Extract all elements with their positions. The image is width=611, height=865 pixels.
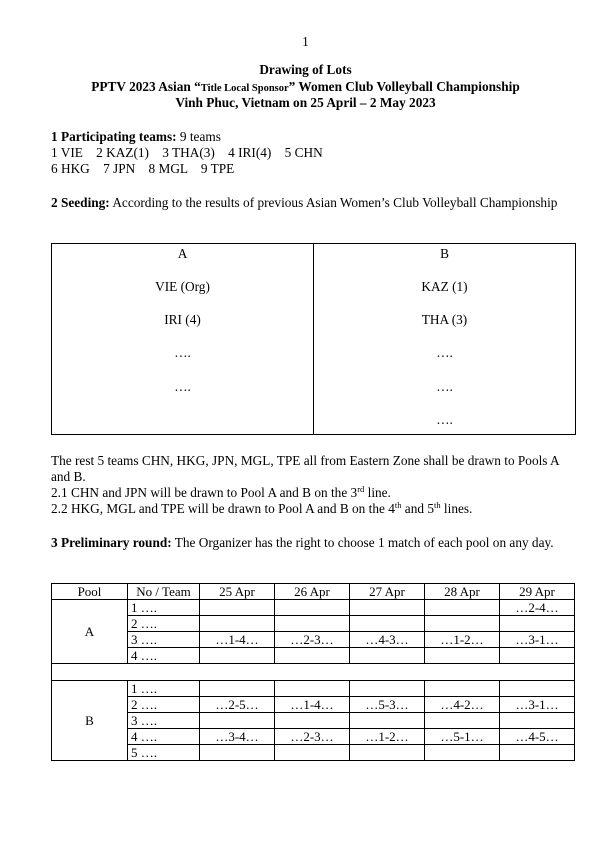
seeding-cell: …. <box>436 379 453 394</box>
teams-row-2: 6 HKG 7 JPN 8 MGL 9 TPE <box>51 161 235 176</box>
match-cell <box>200 713 275 729</box>
match-cell <box>200 745 275 761</box>
table-row <box>52 632 575 648</box>
seeding-header-a: A <box>177 246 188 261</box>
match-cell: …1-4… <box>200 632 275 648</box>
seeding-cell: …. <box>436 345 453 360</box>
schedule-table <box>51 583 575 761</box>
pool-separator-row <box>52 664 575 681</box>
match-cell <box>275 616 350 632</box>
seeding-cell: KAZ (1) <box>421 279 468 294</box>
seeding-cell: VIE (Org) <box>155 279 210 294</box>
match-cell <box>500 713 575 729</box>
page-number: 1 <box>302 34 309 49</box>
section1-heading: 1 Participating teams: <box>51 129 177 144</box>
match-cell <box>350 713 425 729</box>
match-cell <box>425 600 500 616</box>
match-cell <box>350 681 425 697</box>
match-cell: …3-1… <box>500 697 575 713</box>
table-row <box>52 729 575 745</box>
match-cell <box>350 648 425 664</box>
header-no-team: No / Team <box>128 584 200 600</box>
table-row <box>52 648 575 664</box>
match-cell <box>200 616 275 632</box>
header-date: 28 Apr <box>425 584 500 600</box>
match-cell: …1-2… <box>425 632 500 648</box>
match-cell <box>500 616 575 632</box>
seeding-cell: THA (3) <box>421 312 468 327</box>
separator-cell <box>52 664 575 681</box>
table-row <box>52 745 575 761</box>
section3-heading: 3 Preliminary round: <box>51 535 172 550</box>
table-row <box>52 616 575 632</box>
match-cell: …1-2… <box>350 729 425 745</box>
section2-heading: 2 Seeding: <box>51 195 110 210</box>
match-cell: …2-5… <box>200 697 275 713</box>
seeding-cell: …. <box>436 412 453 427</box>
match-cell: …4-2… <box>425 697 500 713</box>
seeding-pool-b <box>314 244 575 434</box>
preliminary-paragraph: 3 Preliminary round: The Organizer has the right to choose 1 match of each pool on any day. <box>51 535 554 550</box>
match-cell <box>275 713 350 729</box>
match-cell: …2-3… <box>275 632 350 648</box>
table-row <box>52 600 575 616</box>
header-date: 29 Apr <box>500 584 575 600</box>
match-cell <box>275 681 350 697</box>
match-cell: …3-1… <box>500 632 575 648</box>
table-row <box>52 713 575 729</box>
seeding-paragraph: 2 Seeding: According to the results of previous Asian Women’s Club Volleyball Championship <box>51 195 558 210</box>
team-slot: 2 …. <box>128 616 200 632</box>
document-title: Drawing of Lots <box>259 62 352 77</box>
match-cell: …4-5… <box>500 729 575 745</box>
match-cell <box>500 745 575 761</box>
match-cell: …5-1… <box>425 729 500 745</box>
match-cell <box>200 681 275 697</box>
match-cell <box>350 600 425 616</box>
match-cell <box>350 616 425 632</box>
match-cell: …2-4… <box>500 600 575 616</box>
match-cell <box>200 648 275 664</box>
table-row <box>52 681 575 697</box>
header-date: 26 Apr <box>275 584 350 600</box>
draw-note-1: 2.1 CHN and JPN will be drawn to Pool A and B on the 3rd line. <box>51 484 391 500</box>
team-slot: 5 …. <box>128 745 200 761</box>
header-date: 27 Apr <box>350 584 425 600</box>
teams-row-1: 1 VIE 2 KAZ(1) 3 THA(3) 4 IRI(4) 5 CHN <box>51 145 323 160</box>
championship-title: PPTV 2023 Asian “Title Local Sponsor” Women Club Volleyball Championship <box>91 79 520 94</box>
match-cell: …3-4… <box>200 729 275 745</box>
match-cell <box>500 648 575 664</box>
seeding-cell: …. <box>174 379 191 394</box>
seeding-cell: …. <box>174 345 191 360</box>
draw-intro: The rest 5 teams CHN, HKG, JPN, MGL, TPE all from Eastern Zone shall be drawn to Pools A and B. <box>51 453 559 484</box>
match-cell <box>500 681 575 697</box>
seeding-pool-a <box>52 244 314 434</box>
match-cell <box>275 648 350 664</box>
match-cell: …5-3… <box>350 697 425 713</box>
seeding-header-b: B <box>440 246 449 261</box>
header-date: 25 Apr <box>200 584 275 600</box>
team-slot: 2 …. <box>128 697 200 713</box>
match-cell <box>275 600 350 616</box>
match-cell <box>425 681 500 697</box>
team-slot: 3 …. <box>128 713 200 729</box>
match-cell <box>425 616 500 632</box>
match-cell <box>275 745 350 761</box>
team-slot: 1 …. <box>128 600 200 616</box>
pool-b-label: B <box>52 681 128 761</box>
draw-note-2: 2.2 HKG, MGL and TPE will be drawn to Pool A and B on the 4th and 5th lines. <box>51 500 473 516</box>
team-slot: 4 …. <box>128 729 200 745</box>
team-slot: 3 …. <box>128 632 200 648</box>
participating-teams-line: 1 Participating teams: 9 teams <box>51 129 221 144</box>
match-cell <box>200 600 275 616</box>
match-cell <box>425 648 500 664</box>
team-slot: 1 …. <box>128 681 200 697</box>
match-cell <box>425 745 500 761</box>
match-cell: …4-3… <box>350 632 425 648</box>
match-cell: …2-3… <box>275 729 350 745</box>
match-cell <box>425 713 500 729</box>
seeding-table <box>51 243 576 435</box>
header-pool: Pool <box>52 584 128 600</box>
pool-a-label: A <box>52 600 128 664</box>
match-cell <box>350 745 425 761</box>
team-slot: 4 …. <box>128 648 200 664</box>
match-cell: …1-4… <box>275 697 350 713</box>
table-row <box>52 697 575 713</box>
venue-dates: Vinh Phuc, Vietnam on 25 April – 2 May 2023 <box>175 95 436 110</box>
schedule-header-row <box>52 584 575 600</box>
seeding-cell: IRI (4) <box>164 312 201 327</box>
